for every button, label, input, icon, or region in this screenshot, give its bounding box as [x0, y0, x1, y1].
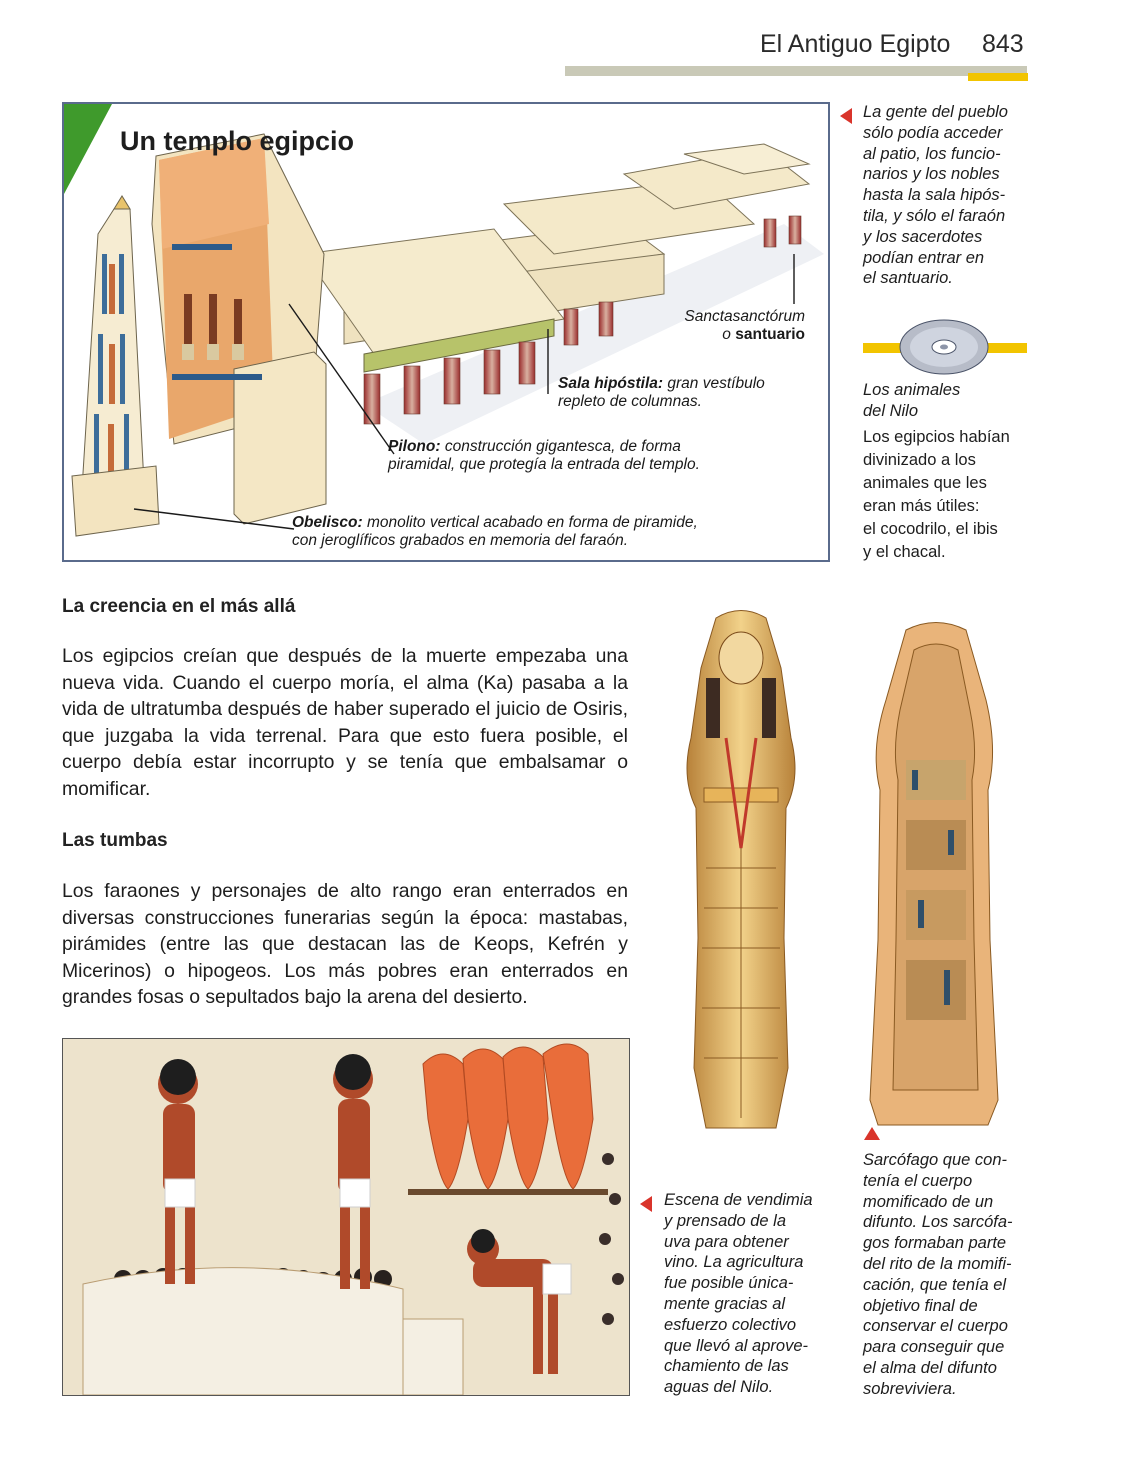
temple-figure-title: Un templo egipcio	[120, 126, 355, 156]
header-accent-bar	[968, 73, 1028, 81]
label-sanctasanctorum	[673, 308, 805, 344]
section-heading-mas-alla: La creencia en el más allá	[62, 596, 296, 617]
caption-pointer-icon	[840, 108, 852, 124]
label-hipostila-line1	[558, 375, 765, 393]
sarcofago-caption-pointer-icon	[864, 1127, 880, 1140]
vendimia-caption-pointer-icon	[640, 1196, 652, 1212]
header-rule	[565, 66, 1027, 76]
label-hipostila-line2: repleto de columnas.	[558, 393, 702, 410]
label-obelisco-term: Obelisco:	[292, 514, 363, 531]
label-pilono-line2: piramidal, que protegía la entrada del templo.	[388, 456, 700, 473]
section-text-mas-alla: Los egipcios creían que después de la muerte empezaba una nueva vida. Cuando el cuerpo moría, el alma (Ka) pasaba a la vida de ultratumba después de haber superado el juicio de Osiris, que juzgaba la vida terrenal. Para que esto fuera posible, el cuerpo debía estar incorrupto y se tenía que embalsamar o momificar.	[62, 645, 628, 800]
label-hipostila-term: Sala hipóstila:	[558, 375, 664, 392]
temple-caption: La gente del pueblo sólo podía acceder al patio, los funcio- narios y los nobles hasta la sala hipós- tila, y sólo el faraón y los sacerdotes podían entrar en el santuario.	[863, 103, 1008, 288]
sarcophagus-open-photo	[848, 620, 1023, 1130]
chapter-title: El Antiguo Egipto	[760, 30, 951, 58]
sarcofago-caption: Sarcófago que con- tenía el cuerpo momificado de un difunto. Los sarcófa- gos formaban parte del rito de la momifi- cación, que tenía el objetivo final de conservar el cuerpo para conseguir que el alma del difunto sobreviviera.	[863, 1151, 1013, 1398]
label-sanctasanctorum-line2	[673, 326, 805, 344]
cd-icon	[898, 318, 990, 381]
animales-nilo-body: Los egipcios habían divinizado a los animales que les eran más útiles: el cocodrilo, el ibis y el chacal.	[863, 428, 1010, 561]
label-obelisco-line1	[292, 514, 698, 532]
page-number: 843	[982, 30, 1024, 58]
label-pilono-def1: construcción gigantesca, de forma	[440, 438, 681, 455]
label-pilono	[388, 438, 700, 474]
label-pilono-line1	[388, 438, 700, 456]
label-santuario-term: santuario	[735, 326, 805, 343]
label-pilono-term: Pilono:	[388, 438, 441, 455]
label-obelisco	[292, 514, 698, 550]
label-obelisco-def1: monolito vertical acabado en forma de piramide,	[362, 514, 698, 531]
vendimia-caption: Escena de vendimia y prensado de la uva para obtener vino. La agricultura fue posible única- mente gracias al esfuerzo colectivo que llevó al aprove- chamiento de las aguas del Nilo.	[664, 1191, 813, 1397]
label-obelisco-line2: con jeroglíficos grabados en memoria del faraón.	[292, 532, 629, 549]
label-sala-hipostila	[558, 375, 765, 411]
vintage-scene-painting	[62, 1038, 630, 1396]
section-heading-tumbas: Las tumbas	[62, 830, 168, 851]
animales-nilo-title: Los animales del Nilo	[863, 381, 961, 420]
label-hipostila-def1: gran vestíbulo	[663, 375, 765, 392]
sarcophagus-closed-photo	[656, 608, 826, 1133]
label-sanctasanctorum-line1: Sanctasanctórum	[684, 308, 805, 325]
section-text-tumbas: Los faraones y personajes de alto rango eran enterrados en diversas construcciones funerarias según la época: mastabas, pirámides (entre las que destacan las de Keops, Kefrén y Micerinos) o hipogeos. Los más pobres eran enterrados en grandes fosas o sepultados bajo la arena del desierto.	[62, 880, 628, 1009]
label-sanctasanctorum-prefix: o	[722, 326, 736, 343]
